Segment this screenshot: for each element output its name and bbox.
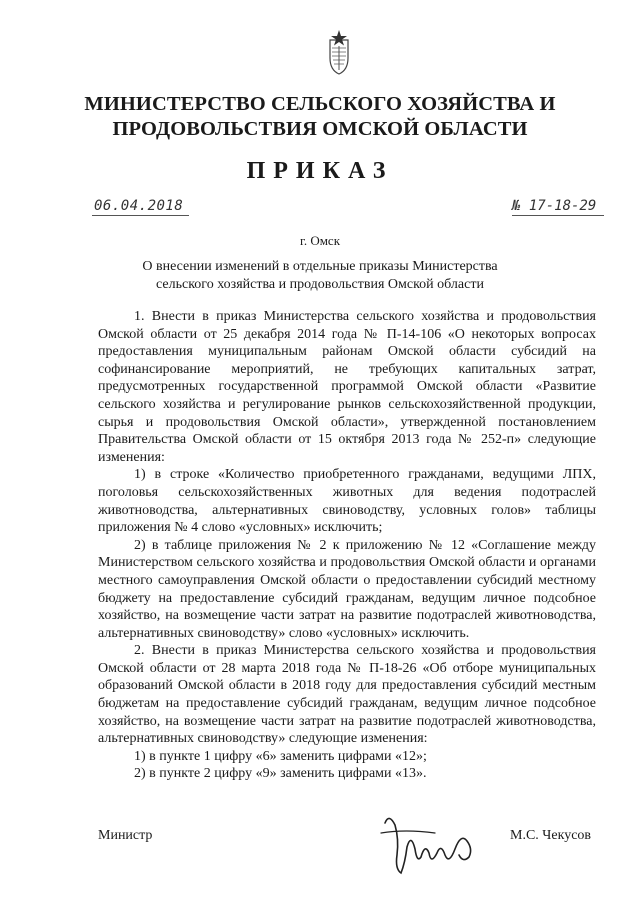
handwritten-signature	[375, 803, 490, 883]
order-subject: О внесении изменений в отдельные приказы Министерства сельского хозяйства и продовольствия Омской области	[142, 259, 498, 292]
minister-name: М.С. Чекусов	[510, 828, 592, 843]
paragraph-2-item-2: 2) в пункте 2 цифру «9» заменить цифрами «13».	[134, 766, 427, 782]
ministry-name	[70, 92, 570, 142]
order-title: ПРИКАЗ	[246, 158, 394, 184]
ministry-line-2: ПРОДОВОЛЬСТВИЯ ОМСКОЙ ОБЛАСТИ	[112, 118, 528, 140]
minister-label: Министр	[98, 828, 153, 843]
order-date: 06.04.2018	[92, 198, 189, 216]
paragraph-2-item-1: 1) в пункте 1 цифру «6» заменить цифрами «12»;	[134, 748, 427, 764]
order-number: № 17-18-29	[512, 198, 604, 216]
paragraph-1: 1. Внести в приказ Министерства сельского хозяйства и продовольствия Омской области от 25 декабря 2014 года № П-14-106 «О некоторых вопросах предоставления муниципальным районам Омской области субсидий на софинансирование мероприятий, не требующих капитальных затрат, предусмотренных государственной программой Омской области «Развитие сельского хозяйства и регулирование рынков сельскохозяйственной продукции, сырья и продовольствия Омской области», утвержденной постановлением Правительства Омской области от 15 октября 2013 года № 252-п» следующие изменения:	[98, 309, 596, 465]
paragraph-1-item-2: 2) в таблице приложения № 2 к приложению № 12 «Соглашение между Министерством сельского хозяйства и продовольствия Омской области и органами местного самоуправления Омской области о предоставлении субсидий местному бюджету на предоставление субсидий гражданам, ведущим личное подсобное хозяйство, на возмещение части затрат на развитие подотраслей животноводства, альтернативных свиноводству» слово «условных» исключить.	[98, 537, 596, 641]
coat-of-arms-icon	[327, 24, 351, 76]
ministry-line-1: МИНИСТЕРСТВО СЕЛЬСКОГО ХОЗЯЙСТВА И	[84, 93, 556, 115]
city: г. Омск	[299, 233, 341, 248]
paragraph-1-item-1: 1) в строке «Количество приобретенного гражданами, ведущими ЛПХ, поголовья сельскохозяйственных животных для ведения подотраслей животноводства, альтернативных свиноводству, условных голов» таблицы приложения № 4 слово «условных» исключить;	[98, 467, 596, 536]
paragraph-2: 2. Внести в приказ Министерства сельского хозяйства и продовольствия Омской области от 28 марта 2018 года № П-18-26 «Об отборе муниципальных образований Омской области в 2018 году для предоставления субсидий местным бюджетам на предоставление субсидий гражданам, ведущим личное подсобное хозяйство, на возмещение части затрат на развитие подотраслей животноводства, альтернативных свиноводству» следующие изменения:	[98, 643, 596, 747]
order-body	[98, 308, 596, 783]
